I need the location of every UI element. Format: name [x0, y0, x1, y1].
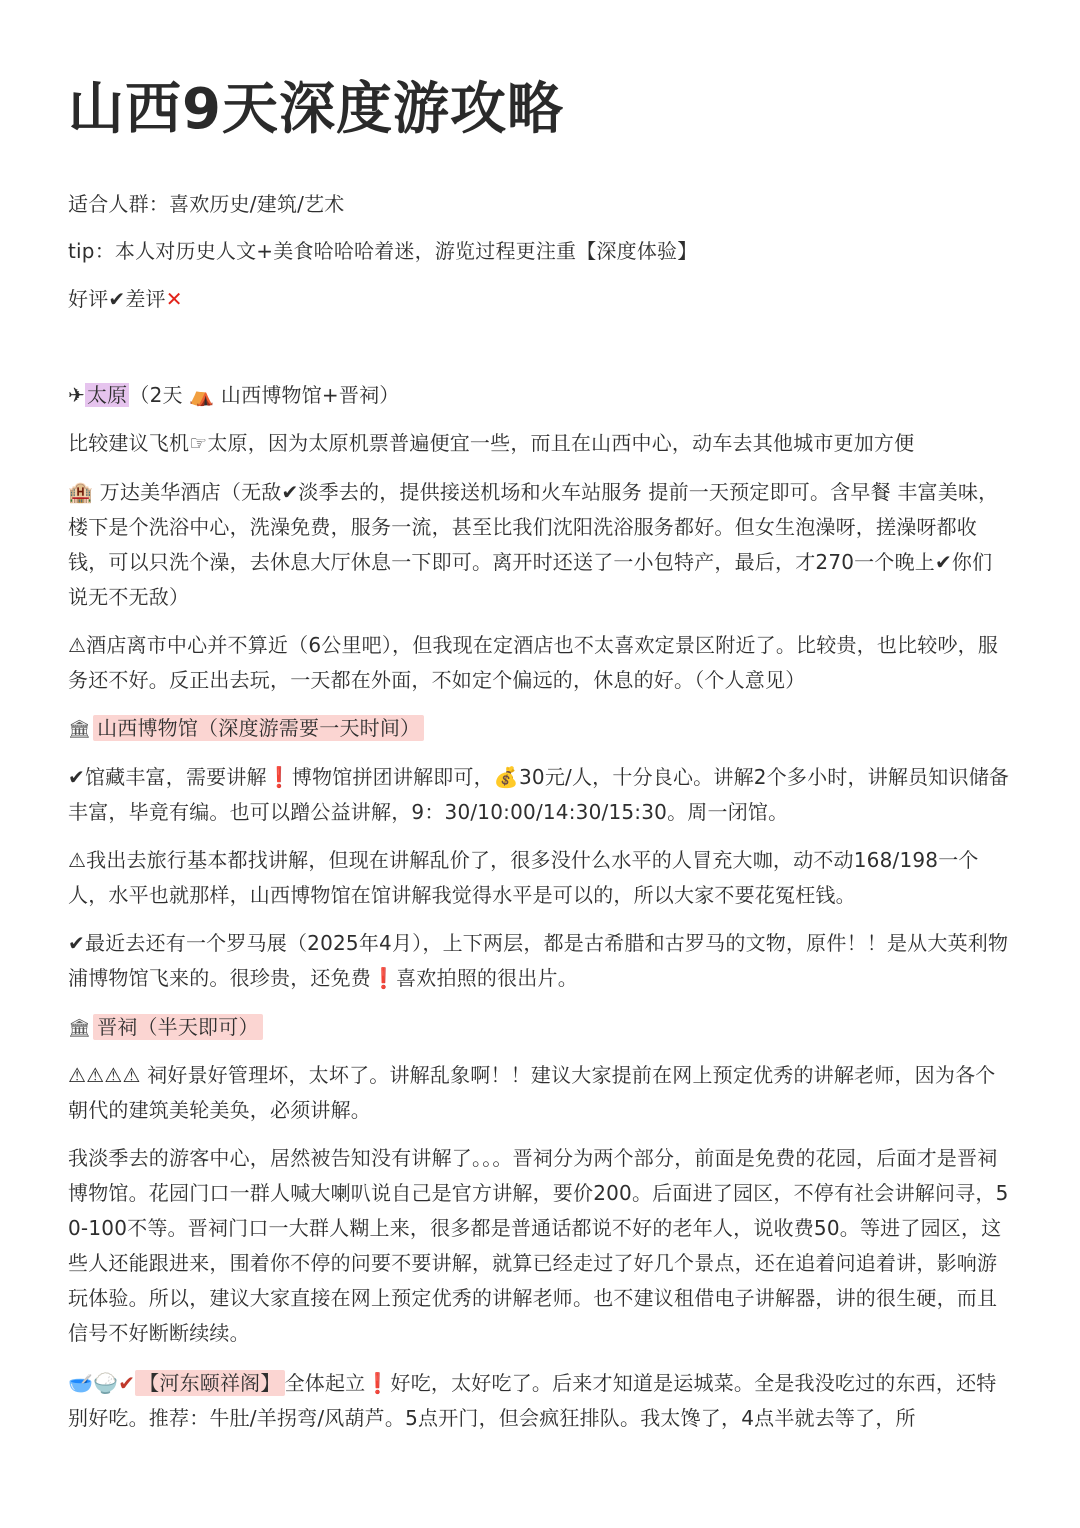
- museum-paragraph-2: ⚠我出去旅行基本都找讲解，但现在讲解乱价了，很多没什么水平的人冒充大咖，动不动168/198一个人，水平也就那样，山西博物馆在馆讲解我觉得水平是可以的，所以大家不要花冤枉钱。: [68, 848, 979, 907]
- museum-p1-text-c: 30元/人，十分良心。讲解2个多小时，讲解员知识储备丰富，毕竟有编。也可以蹭公益讲解，9：30/10:00/14:30/15:30。周一闭馆。: [68, 765, 1010, 824]
- jinci-heading-text: 晋祠（半天即可）: [93, 1014, 263, 1040]
- tip-line: tip：本人对历史人文+美食哈哈哈着迷，游览过程更注重【深度体验】: [68, 239, 698, 263]
- exclamation-icon: ❗: [266, 765, 292, 789]
- cross-icon: ✕: [165, 287, 183, 311]
- audience-line: 适合人群：喜欢历史/建筑/艺术: [68, 192, 345, 216]
- food-text-a: 全体起立: [284, 1371, 366, 1395]
- taiyuan-heading: [68, 378, 1012, 413]
- page-title: 山西9天深度游攻略: [68, 77, 564, 142]
- food-paragraph: [68, 1366, 1012, 1436]
- city-taiyuan: 太原: [86, 383, 128, 407]
- exclamation-icon: ❗: [371, 966, 397, 990]
- temple-icon: 🏛: [68, 1018, 92, 1039]
- tent-icon: ⛺: [189, 383, 215, 407]
- taiyuan-places: 山西博物馆+晋祠）: [214, 383, 400, 407]
- museum-paragraph-1: [68, 760, 1012, 830]
- jinci-heading: [68, 1010, 1012, 1046]
- museum-p3-text-b: 喜欢拍照的很出片。: [396, 966, 578, 990]
- transport-advice: 比较建议飞机☞太原，因为太原机票普遍便宜一些，而且在山西中心，动车去其他城市更加方便: [68, 431, 915, 455]
- museum-p1-text-a: ✔馆藏丰富，需要讲解: [68, 765, 267, 789]
- airplane-icon: ✈: [68, 383, 85, 407]
- museum-paragraph-3: [68, 926, 1012, 996]
- money-bag-icon: 💰: [493, 765, 519, 789]
- taiyuan-days: （2天: [129, 383, 190, 407]
- museum-heading-text: 山西博物馆（深度游需要一天时间）: [93, 715, 424, 741]
- museum-icon: 🏛: [68, 719, 92, 740]
- museum-p3-text-a: ✔最近去还有一个罗马展（2025年4月），上下两层，都是古希腊和古罗马的文物，原件！！是从大英利物浦博物馆飞来的。很珍贵，还免费: [68, 931, 1009, 990]
- jinci-paragraph-2: 我淡季去的游客中心，居然被告知没有讲解了。。。晋祠分为两个部分，前面是免费的花园，后面才是晋祠博物馆。花园门口一群人喊大喇叭说自己是官方讲解，要价200。后面进了园区，不停有社会讲解问寻，50-100不等。晋祠门口一大群人糊上来，很多都是普通话都说不好的老年人，说收费50。等进了园区，这些人还能跟进来，围着你不停的问要不要讲解，就算已经走过了好几个景点，还在追着问追着讲，影响游玩体验。所以，建议大家直接在网上预定优秀的讲解老师。也不建议租借电子讲解器，讲的很生硬，而且信号不好断断续续。: [68, 1146, 1009, 1345]
- museum-heading: [68, 711, 1012, 747]
- hotel-paragraph: [68, 475, 1012, 615]
- restaurant-name: 【河东颐祥阁】: [135, 1370, 284, 1396]
- rating-bad: 差评: [125, 287, 166, 311]
- exclamation-icon: ❗: [365, 1371, 391, 1395]
- rating-line: [68, 284, 1012, 314]
- hotel-warning: ⚠酒店离市中心并不算近（6公里吧），但我现在定酒店也不太喜欢定景区附近了。比较贵，也比较吵，服务还不好。反正出去玩，一天都在外面，不如定个偏远的，休息的好。（个人意见）: [68, 633, 999, 692]
- hotel-text: 万达美华酒店（无敌✔淡季去的，提供接送机场和火车站服务 提前一天预定即可。含早餐 丰富美味，楼下是个洗浴中心，洗澡免费，服务一流，甚至比我们沈阳洗浴服务都好。但女生泡澡呀，搓澡呀都收钱，可以只洗个澡，去休息大厅休息一下即可。离开时还送了一小包特产，最后，才270一个晚上✔你们说无不无敌）: [68, 480, 999, 609]
- rating-good: 好评✔: [68, 287, 126, 311]
- jinci-paragraph-1: ⚠⚠⚠⚠ 祠好景好管理坏，太坏了。讲解乱象啊！！建议大家提前在网上预定优秀的讲解老师，因为各个朝代的建筑美轮美奂，必须讲解。: [68, 1063, 996, 1122]
- museum-p1-text-b: 博物馆拼团讲解即可，: [291, 765, 494, 789]
- hotel-icon: 🏨: [68, 480, 94, 504]
- bowl-icon: 🥣🍚✔: [68, 1371, 136, 1395]
- food-text-b: 好吃，太好吃了。后来才知道是运城菜。全是我没吃过的东西，还特别好吃。推荐：牛肚/羊拐弯/风葫芦。5点开门，但会疯狂排队。我太馋了，4点半就去等了，所: [68, 1371, 997, 1430]
